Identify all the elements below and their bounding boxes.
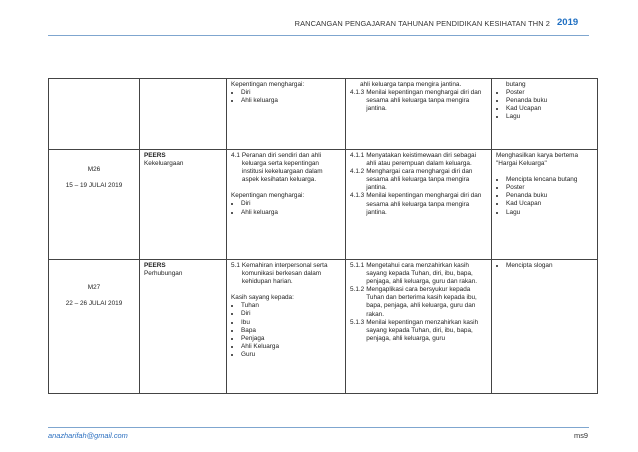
objective-number: 5.1.3	[350, 318, 365, 326]
objective-text: ahli keluarga tanpa mengira jantina.	[360, 81, 462, 88]
objective-text: Menilai kepentingan menghargai diri dan sesama ahli keluarga tanpa mengira jantina.	[366, 89, 482, 113]
activity-cell	[492, 150, 598, 260]
table-row	[49, 150, 598, 260]
document-header-year: 2019	[557, 17, 579, 28]
lesson-plan-table	[48, 78, 598, 394]
unit-subtitle: Kekeluargaan	[144, 160, 184, 168]
standard-bullet: • Penjaga	[241, 335, 341, 343]
standard-bullet: • Diri	[241, 89, 341, 97]
standard-bullet: • Diri	[241, 200, 341, 208]
week-cell	[49, 150, 140, 260]
activity-line: Menghasilkan karya bertema "Hargai Keluarga"	[496, 152, 579, 168]
objective-item	[350, 192, 487, 216]
table-row	[49, 260, 598, 394]
objective-item	[350, 81, 487, 89]
activity-bullet: • Lagu	[506, 209, 593, 217]
learning-objectives-cell	[346, 150, 492, 260]
standard-heading	[231, 152, 341, 184]
objective-text: Menilai kepentingan menzahirkan kasih sayang kepada Tuhan, diri, ibu, bapa, penjaga, ahli keluarga, guru	[366, 318, 479, 342]
objective-text: Menilai kepentingan menghargai diri dan sesama ahli keluarga tanpa mengira jantina.	[366, 192, 482, 216]
content-standard-cell	[227, 260, 346, 394]
objective-item	[350, 286, 487, 318]
objective-number: 4.1.3	[350, 192, 365, 200]
standard-heading	[231, 262, 341, 286]
standard-number: 4.1	[231, 152, 240, 159]
activity-bullet-list	[496, 176, 593, 216]
unit-cell	[140, 79, 227, 150]
objective-number: 5.1.1	[350, 262, 365, 269]
standard-text: Peranan diri sendiri dan ahli keluarga serta kepentingan institusi kekeluargaan dalam aspek kesihatan keluarga.	[241, 152, 323, 184]
standard-text: Kemahiran interpersonal serta komunikasi berkesan dalam kehidupan harian.	[241, 262, 328, 286]
document-header-title: RANCANGAN PENGAJARAN TAHUNAN PENDIDIKAN KESIHATAN THN 2	[294, 19, 550, 28]
content-standard-cell	[227, 150, 346, 260]
objective-item	[350, 89, 487, 113]
standard-bullet-list	[231, 200, 341, 216]
standard-bullet: • Ahli Keluarga	[241, 343, 341, 351]
standard-bullet: • Tuhan	[241, 302, 341, 310]
standard-bullet: • Ahli keluarga	[241, 97, 341, 105]
activity-bullet: • Kad Ucapan	[506, 200, 593, 208]
week-cell	[49, 79, 140, 150]
activity-bullet-list	[496, 262, 593, 270]
activity-line: butang	[506, 81, 526, 88]
objective-number: 4.1.3	[350, 89, 365, 97]
learning-objectives-cell	[346, 260, 492, 394]
activity-bullet: • Kad Ucapan	[506, 105, 593, 113]
activity-bullet: • Lagu	[506, 113, 593, 121]
footer-page-code: ms9	[574, 431, 588, 440]
footer-email: anazharifah@gmail.com	[48, 431, 128, 440]
objective-text: Menghargai cara menghargai diri dan sesama ahli keluarga tanpa mengira jantina.	[366, 168, 473, 192]
objective-item	[350, 262, 487, 286]
activity-bullet: • Penanda buku	[506, 97, 593, 105]
standard-number: 5.1	[231, 262, 240, 269]
content-standard-cell	[227, 79, 346, 150]
objective-text: Menyatakan keistimewaan diri sebagai ahli atau perempuan dalam keluarga.	[366, 152, 476, 168]
standard-bullet-list	[231, 302, 341, 359]
unit-title: PEERS	[144, 152, 166, 159]
activity-bullet: • Mencipta slogan	[506, 262, 593, 270]
week-date: 22 – 26 JULAI 2019	[65, 300, 123, 308]
activity-bullet-list	[496, 89, 593, 121]
footer-divider	[48, 427, 589, 428]
learning-objectives-cell	[346, 79, 492, 150]
unit-subtitle: Perhubungan	[144, 270, 183, 278]
standard-bullet: • Guru	[241, 351, 341, 359]
objective-number: 4.1.2	[350, 168, 365, 176]
activity-cell	[492, 260, 598, 394]
standard-bullet-list	[231, 89, 341, 105]
objective-text: Mengaplikasi cara bersyukur kepada Tuhan dan berterima kasih kepada ibu, bapa, penjaga, ahli keluarga, guru dan rakan.	[366, 286, 477, 318]
objective-text: Mengetahui cara menzahirkan kasih sayang kepada Tuhan, diri, ibu, bapa, penjaga, ahli keluarga, guru dan rakan.	[366, 262, 478, 286]
objective-item	[350, 319, 487, 343]
standard-line: Kasih sayang kepada:	[231, 294, 294, 302]
week-cell	[49, 260, 140, 394]
week-date: 15 – 19 JULAI 2019	[65, 182, 123, 190]
unit-title: PEERS	[144, 262, 166, 269]
table-row	[49, 79, 598, 150]
header-divider	[48, 35, 589, 36]
standard-bullet: • Ibu	[241, 319, 341, 327]
activity-cell	[492, 79, 598, 150]
activity-bullet: • Poster	[506, 89, 593, 97]
unit-cell	[140, 260, 227, 394]
week-label: M27	[87, 284, 101, 291]
standard-line: Kepentingan menghargai:	[231, 192, 305, 200]
activity-bullet: • Penanda buku	[506, 192, 593, 200]
standard-bullet: • Ahli keluarga	[241, 209, 341, 217]
standard-line: Kepentingan menghargai:	[231, 81, 305, 88]
objective-number: 5.1.2	[350, 286, 365, 294]
standard-bullet: • Diri	[241, 310, 341, 318]
objective-number: 4.1.1	[350, 152, 365, 159]
week-label: M26	[87, 166, 101, 173]
unit-cell	[140, 150, 227, 260]
standard-bullet: • Bapa	[241, 327, 341, 335]
objective-item	[350, 152, 487, 168]
activity-bullet: • Poster	[506, 184, 593, 192]
activity-bullet: • Mencipta lencana butang	[506, 176, 593, 184]
objective-item	[350, 168, 487, 192]
